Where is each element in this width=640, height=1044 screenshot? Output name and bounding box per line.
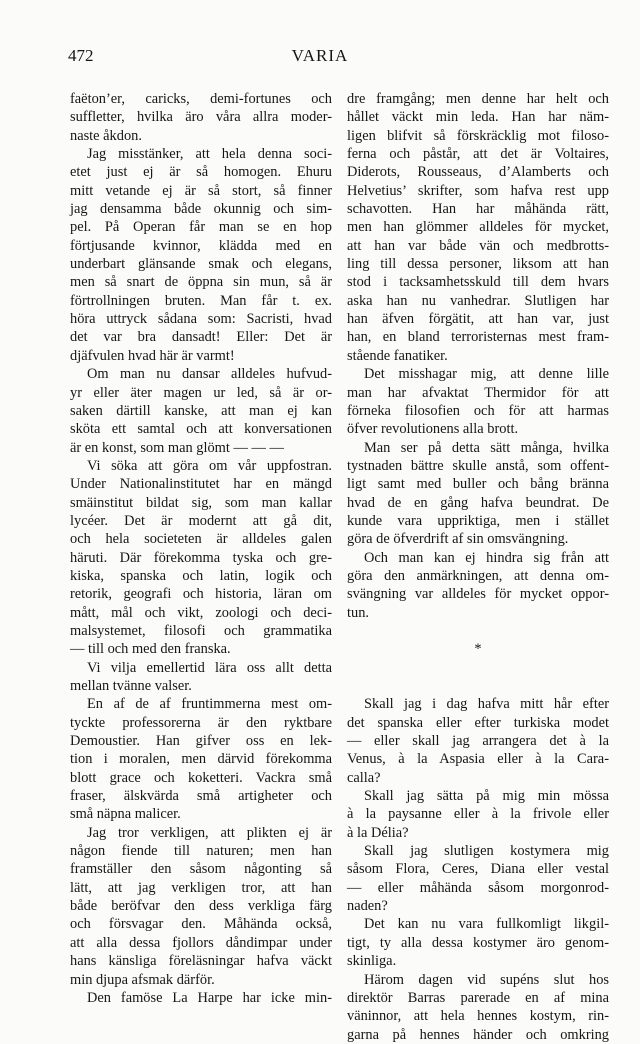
text-line: göra den anmärkningen, att denna om-	[347, 567, 609, 584]
text-line: Och man kan ej hindra sig från att	[364, 549, 609, 566]
text-line: tigt, ty alla dessa kostymer äro genom-	[347, 934, 609, 951]
text-line: hans känsliga föreläsningar hafva väckt	[70, 953, 332, 970]
text-line: men så snart de öppna sin mun, så är	[70, 274, 332, 291]
running-title: VARIA	[291, 46, 349, 65]
text-line: såsom Flora, Ceres, Diana eller vestal	[347, 861, 609, 878]
text-line: Diderots, Rousseaus, d’Alamberts och	[347, 164, 609, 181]
text-line: dre framgång; men denne har helt och	[347, 91, 609, 107]
text-line: pel. På Operan får man se en hop	[70, 219, 332, 236]
text-line: och hela societeten är alldeles galen	[70, 531, 332, 548]
text-line: stod i tacksamhetsskuld till dem hvars	[347, 274, 609, 291]
text-line: är en konst, som man glömt — — —	[70, 439, 284, 456]
text-line: smäinstitut bildat sig, som man kallar	[70, 494, 332, 511]
text-line: Demoustier. Han gifver oss en lek-	[70, 733, 332, 750]
text-line: Den famöse La Harpe har icke min-	[87, 989, 332, 1006]
text-line: malsystemet, filosofi och grammatika	[70, 622, 332, 639]
text-line: lätt, att jag verkligen tror, att han	[70, 879, 332, 896]
text-line: Det misshagar mig, att denne lille	[364, 366, 609, 383]
text-line: häruti. Där förekomma tyska och gre-	[70, 549, 332, 566]
text-line: att alla dessa fjollors dåndimpar under	[70, 934, 332, 951]
text-line: Vi vilja emellertid lära oss allt detta	[87, 659, 332, 676]
text-line: calla?	[347, 769, 381, 786]
text-line: jag densamma både okunnig och sim-	[70, 201, 332, 218]
text-line: aska han nu vanhedrar. Slutligen har	[347, 292, 609, 309]
text-line: djäfvulen hvad här är varmt!	[70, 347, 235, 364]
text-line: — eller skall jag arrangera det à la	[347, 733, 609, 750]
left-column	[70, 90, 332, 1007]
text-line: skinliga.	[347, 953, 397, 970]
text-line: Man ser på detta sätt många, hvilka	[364, 439, 609, 456]
text-line: ferna och påstår, att det är Voltaires,	[347, 146, 609, 163]
text-line: Under Nationalinstitutet har en mängd	[70, 476, 332, 493]
text-line: underbart glänsande smak och elegans,	[70, 256, 332, 273]
text-line: både beröfvar den dess verkliga färg	[70, 898, 332, 915]
text-line: ligen blifvit så förskräcklig mot filoso-	[347, 127, 609, 144]
text-line	[347, 659, 609, 677]
text-line: garna på hennes händer och omkring	[347, 1026, 609, 1043]
text-line: man har afvaktat Thermidor för att	[347, 384, 609, 401]
text-line: Skall jag sätta på mig min mössa	[364, 788, 609, 805]
text-line: Det kan nu vara fullkomligt likgil-	[364, 916, 609, 933]
text-line: kiska, spanska och latin, logik och	[70, 567, 332, 584]
text-line: förtrollningen bruten. Man får t. ex.	[70, 292, 332, 309]
text-line: Jag misstänker, att hela denna soci-	[87, 146, 332, 163]
text-line: han, en bland terroristernas mest fram-	[347, 329, 609, 346]
text-line: retorik, geografi och historia, läran om	[70, 586, 332, 603]
text-line	[347, 677, 609, 695]
text-line: etet just ej är så homogen. Ehuru	[70, 164, 332, 181]
text-line: höra uttryck sådana som: Sacristi, hvad	[70, 311, 332, 328]
text-line: men han glömmer alldeles för mycket,	[347, 219, 609, 236]
text-line: saken därtill kanske, att man ej kan	[70, 402, 332, 419]
text-line: svängning var alldeles för mycket oppor-	[347, 586, 609, 603]
text-line: à la paysanne eller à la frivole eller	[347, 806, 609, 823]
text-line: stående fanatiker.	[347, 347, 448, 364]
text-line: framställer den såsom någonting så	[70, 861, 332, 878]
text-line: det var bra dansadt! Eller: Det är	[70, 329, 332, 346]
text-line: kunde vara uppriktiga, men i stället	[347, 512, 609, 529]
text-line: naste åkdon.	[70, 127, 142, 144]
text-line: tyckte professorerna är den ryktbare	[70, 714, 332, 731]
text-line: En af de af fruntimmerna mest om-	[87, 696, 332, 713]
text-line: väninnor, att hela hennes kostym, rin-	[347, 1008, 609, 1025]
text-line: Skall jag slutligen kostymera mig	[364, 843, 609, 860]
text-line: ligt samt med buller och bång bränna	[347, 476, 609, 493]
text-line: någon fiende till naturen; men han	[70, 843, 332, 860]
text-line: blott grace och koketteri. Vackra små	[70, 769, 332, 786]
text-line: mellan tvänne valser.	[70, 678, 192, 694]
text-line: hvad de en gång hafva beundrat. De	[347, 494, 609, 511]
right-column	[347, 90, 609, 1044]
text-line: hållet väckt min leda. Han har näm-	[347, 109, 609, 126]
text-line: schavotten. Han har måhända rätt,	[347, 201, 609, 218]
text-line: Venus, à la Aspasia eller à la Cara-	[347, 751, 609, 768]
text-line: naden?	[347, 898, 388, 915]
text-line: göra de öfverdrift af sin omsvängning.	[347, 531, 569, 548]
text-line: à la Délia?	[347, 824, 409, 841]
text-line: öfver revolutionens alla brott.	[347, 421, 519, 438]
text-line: mått, mål och vikt, zoologi och deci-	[70, 604, 332, 621]
text-line: tun.	[347, 604, 369, 621]
text-line: mitt vetande ej är så stort, så finner	[70, 182, 332, 199]
page-number: 472	[68, 46, 94, 65]
text-line: ling till dessa personer, liksom att han	[347, 256, 609, 273]
text-line: Skall jag i dag hafva mitt hår efter	[364, 696, 609, 713]
text-line: *	[474, 641, 482, 658]
text-line: att han var både vän och medbrotts-	[347, 237, 609, 254]
text-line: Vi söka att göra om vår uppfostran.	[87, 457, 332, 474]
text-line: förtjusande kvinnor, klädda med en	[70, 237, 332, 254]
text-line: — till och med den franska.	[70, 641, 231, 658]
text-line: lycéer. Det är modernt att gå dit,	[70, 512, 332, 529]
text-line: min djupa afsmak därför.	[70, 971, 215, 988]
text-line: små näpna malicer.	[70, 806, 181, 823]
text-line: sköta ett samtal och att konversationen	[70, 421, 332, 438]
text-line: han äfven förgätit, att han var, just	[347, 311, 609, 328]
text-line	[347, 622, 609, 640]
text-line: direktör Barras parerade en af mina	[347, 989, 609, 1006]
text-line: yr eller äter magen ur led, så är or-	[70, 384, 332, 401]
text-line: Helvetius’ skrifter, som hafva rest upp	[347, 182, 609, 199]
text-line: förneka filosofien och för att harmas	[347, 402, 609, 419]
text-line: tystnaden bättre skulle anstå, som offent-	[347, 457, 609, 474]
text-line: fraser, älskvärda små artigheter och	[70, 788, 332, 805]
text-line: Härom dagen vid supéns slut hos	[364, 971, 609, 988]
text-line: — eller måhända såsom morgonrod-	[347, 879, 609, 896]
text-line: Om man nu dansar alldeles hufvud-	[87, 366, 332, 383]
text-line: det spanska eller efter turkiska modet	[347, 714, 609, 731]
text-line: tion i moralen, men därvid förekomma	[70, 751, 332, 768]
text-line: faëton’er, caricks, demi-fortunes och	[70, 91, 332, 107]
text-line: suffletter, hvilka äro våra allra moder-	[70, 109, 332, 126]
text-line: Jag tror verkligen, att plikten ej är	[87, 824, 332, 841]
text-line: och försvagar den. Måhända också,	[70, 916, 332, 933]
